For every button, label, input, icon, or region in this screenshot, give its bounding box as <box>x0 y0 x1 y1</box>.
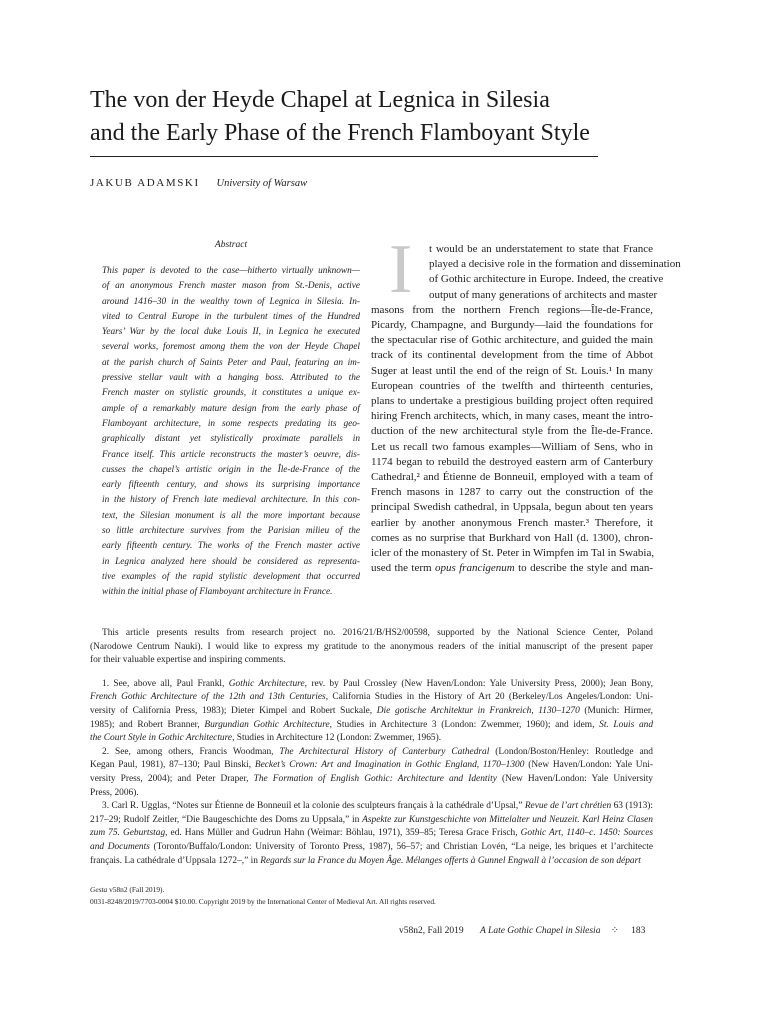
article-title <box>90 84 690 150</box>
body-line: Picardy, Champagne, and Burgundy—laid the foundations for <box>371 319 653 332</box>
note-text-run: Kegan Paul, 1981), 87–130; Paul Binski, <box>90 760 255 771</box>
note-text-run: 1. See, above all, Paul Frankl, <box>102 678 229 689</box>
page-number: 183 <box>631 926 646 936</box>
abstract-line: around 1416–30 in the wealthy town of Legnica in Silesia. In- <box>102 296 360 307</box>
note-text-run: , ed. Hans Müller and Gudrun Hahn (Weimar: Böhlau, 1971), 359–85; Teresa Grace Frisch, <box>165 828 521 839</box>
body-text <box>371 231 681 576</box>
ornament-icon: ⁘ <box>610 926 619 936</box>
note-text-run: , Studies in Architecture 12 (London: Zwemmer, 1965). <box>232 733 442 744</box>
abstract-line: vited to Central Europe in the turbulent times of the Hundred <box>102 311 360 322</box>
note-italic-title: zum 75. Geburtstag <box>90 828 166 839</box>
abstract-line: France itself. This article reconstructs the master’s oeuvre, dis- <box>102 449 360 460</box>
abstract-line: early fifteenth century, and shows its surprising importance <box>102 480 360 491</box>
folio-issue: v58n2, Fall 2019 <box>399 926 464 936</box>
body-line <box>371 561 653 576</box>
note-line <box>90 746 653 760</box>
note-italic-title: Becket’s Crown: Art and Imagination in Gothic England, 1170–1300 <box>254 760 525 771</box>
note-italic-title: Regards sur la France du Moyen Âge. Mélanges offerts à Gunnel Engwall à l’occasion de son départ <box>260 855 641 866</box>
author-affiliation: University of Warsaw <box>216 178 308 189</box>
body-line: track of its continental development from the time of Abbot <box>371 349 653 362</box>
journal-footer <box>90 884 590 908</box>
body-text-run: used the term <box>371 562 435 575</box>
footnote-2 <box>90 746 653 800</box>
abstract-line: in Legnica analyzed here should be considered as representa- <box>102 556 360 567</box>
note-italic-title: and Documents <box>90 841 150 852</box>
note-text-run: (New Haven/London: Yale Uni- <box>524 760 653 771</box>
note-text-run: 63 (1913): <box>611 801 653 812</box>
note-line <box>90 787 653 801</box>
note-italic-title: St. Louis and <box>599 719 654 730</box>
note-line <box>90 800 653 814</box>
body-line: hiring French architects, which, in many cases, meant the intro- <box>371 410 653 423</box>
footnote-3 <box>90 800 653 868</box>
note-text-run: 1985); and Robert Branner, <box>90 719 205 730</box>
note-italic-title: Burgundian Gothic Architecture <box>204 719 330 730</box>
page-folio <box>399 925 653 936</box>
body-line: played a decisive role in the formation and dissemination <box>429 258 681 271</box>
note-line <box>90 855 653 869</box>
note-italic-title: Die gotische Architektur in Frankreich, 1130–1270 <box>376 705 580 716</box>
note-text-run: (New Haven/London: Yale University <box>496 773 653 784</box>
body-line: icler of the monastery of St. Peter in Wimpfen im Tal in Swabia, <box>371 547 655 560</box>
note-line <box>90 678 653 692</box>
note-italic-title: Gothic Art, 1140–c. 1450: Sources <box>520 828 654 839</box>
acknowledgment-note <box>90 627 653 668</box>
body-line: principal Swedish cathedral, in Uppsala, begun about ten years <box>371 501 653 514</box>
copyright-line: 0031-8248/2019/7703-0004 $10.00. Copyright 2019 by the International Center of Medieval Art. All rights reserved. <box>90 897 436 906</box>
body-line: European countries of the twelfth and thirteenth centuries, <box>371 379 653 392</box>
note-italic-title: The Formation of English Gothic: Architecture and Identity <box>253 773 497 784</box>
note-text-run: , Studies in Architecture 3 (London: Zwemmer, 1960); and idem, <box>329 719 600 730</box>
note-text-run: français. La cathédrale d’Uppsala 1272–,” in <box>90 855 261 866</box>
body-text-run: to describe the style and man- <box>514 562 653 575</box>
note-line: (Narodowe Centrum Nauki). I would like to express my gratitude to the anonymous readers of the initial manuscript of the present paper <box>90 641 653 652</box>
abstract-line: ample of a remarkably mature design from the early phase of <box>102 403 360 414</box>
abstract-line: at the parish church of Saints Peter and Paul, featuring an im- <box>102 357 360 368</box>
journal-issue: v58n2 (Fall 2019). <box>107 885 165 894</box>
abstract-line: pressive stellar vault with a hanging boss. Attributed to the <box>102 373 360 384</box>
abstract-line: of an anonymous French master mason from St.-Denis, active <box>102 281 360 292</box>
body-line: plans to undertake a prestigious building project often required <box>371 395 653 408</box>
note-line <box>90 759 653 773</box>
note-line <box>90 827 653 841</box>
title-rule <box>90 156 598 157</box>
drop-cap: I <box>389 231 413 308</box>
body-line: comes as no surprise that Burkhard von Hall (d. 1300), chron- <box>371 531 653 544</box>
body-line: the spectacular rise of Gothic architecture, and guided the main <box>371 334 653 347</box>
note-italic-title: The Architectural History of Canterbury Cathedral <box>279 746 490 757</box>
note-line <box>90 814 653 828</box>
note-text-run: , rev. by Paul Crossley (New Haven/London: Yale University Press, 2000); Jean Bony, <box>304 678 653 689</box>
abstract-line: Years’ War by the local duke Louis II, in Legnica he executed <box>102 327 360 338</box>
abstract-line: in the history of French late medieval architecture. In this con- <box>102 495 360 506</box>
note-text-run: versity Press, 2004); and Peter Draper, <box>90 773 254 784</box>
body-line: masons from the northern French regions—Île-de-France, <box>371 303 653 316</box>
body-line: Let us recall two famous examples—William of Sens, who in <box>371 440 653 453</box>
note-text-run: (Munich: Hirmer, <box>579 705 653 716</box>
note-text-run: 2. See, among others, Francis Woodman, <box>102 746 280 757</box>
body-line: t would be an understatement to state that France <box>429 243 653 255</box>
title-line-1: The von der Heyde Chapel at Legnica in Silesia <box>90 87 550 113</box>
body-line: duction of the new architectural style from the Île-de-France. <box>371 425 653 438</box>
note-line <box>90 691 653 705</box>
footnote-1 <box>90 678 653 746</box>
note-text-run: 3. Carl R. Ugglas, “Notes sur Étienne de Bonneuil et la colonie des sculpteurs français à la cathédrale d’Upsal,” <box>102 801 525 812</box>
body-line: Suger at least until the end of the reign of St. Louis.¹ In many <box>371 364 653 377</box>
abstract-line: several works, foremost among them the von der Heyde Chapel <box>102 342 360 353</box>
note-text-run: 217–29; Rudolf Zeitler, “Die Baugeschichte des Doms zu Uppsala,” in <box>90 814 363 825</box>
note-italic-title: the Court Style in Gothic Architecture <box>90 733 233 744</box>
abstract-line: Flamboyant architecture, in some respects predating its geo- <box>102 418 360 429</box>
title-line-2: and the Early Phase of the French Flamboyant Style <box>90 120 590 146</box>
body-line: of Gothic architecture in Europe. Indeed, the creative <box>429 273 664 286</box>
note-italic-title: French Gothic Architecture of the 12th and 13th Centuries <box>90 692 326 703</box>
note-text-run: versity of California Press, 1983); Dieter Kimpel and Robert Suckale, <box>90 705 377 716</box>
running-head: A Late Gothic Chapel in Silesia <box>480 926 601 936</box>
note-line: for their valuable expertise and inspiring comments. <box>90 655 286 666</box>
body-line: earlier by another anonymous French master.³ Therefore, it <box>371 516 653 529</box>
body-italic-term: opus francigenum <box>434 562 515 575</box>
note-line <box>90 705 653 719</box>
abstract-line: tive examples of the rapid stylistic development that occurred <box>102 571 360 582</box>
abstract-line: early fifteenth century. The works of the French master active <box>102 541 360 552</box>
body-line: Cathedral,² and Étienne de Bonneuil, employed with a team of <box>371 471 653 484</box>
author-name: JAKUB ADAMSKI <box>90 177 200 189</box>
note-line <box>90 732 653 746</box>
note-text-run: , California Studies in the History of Art 20 (Berkeley/Los Angeles/London: Uni- <box>325 692 653 703</box>
note-text-run: Press, 2006). <box>90 787 139 798</box>
notes-section <box>90 627 653 868</box>
note-line <box>90 719 653 733</box>
note-line <box>90 841 653 855</box>
abstract-line: This paper is devoted to the case—hitherto virtually unknown— <box>102 266 360 276</box>
body-line: French masons in 1287 to carry out the construction of the <box>371 486 653 499</box>
note-line: This article presents results from research project no. 2016/21/B/HS2/00598, supported by the National Science Center, Poland <box>102 628 653 638</box>
note-text-run: (Toronto/Buffalo/London: University of Toronto Press, 1987), 56–57; and Christian Lovén, “La neige, les briques et l’architecte <box>149 841 653 852</box>
abstract-heading: Abstract <box>214 240 248 250</box>
abstract-line: text, the Silesian monument is all the more important because <box>102 510 360 521</box>
note-italic-title: Gothic Architecture <box>228 678 305 689</box>
journal-name: Gesta <box>90 885 108 894</box>
abstract-line: cusses the chapel’s artistic origin in the Île-de-France of the <box>102 464 360 475</box>
note-italic-title: Revue de l’art chrétien <box>524 801 612 812</box>
byline <box>90 177 307 189</box>
abstract-line: graphically distant yet stylistically proximate parallels in <box>102 434 360 445</box>
note-line <box>90 773 653 787</box>
body-line: output of many generations of architects and master <box>429 288 658 301</box>
note-text-run: (London/Boston/Henley: Routledge and <box>489 746 653 757</box>
note-italic-title: Aspekte zur Kunstgeschichte von Mittelalter und Neuzeit. Karl Heinz Clasen <box>362 814 653 825</box>
abstract-line: so little architecture survives from the Parisian milieu of the <box>102 526 360 537</box>
body-line: 1174 began to rebuild the destroyed eastern arm of Canterbury <box>371 455 653 468</box>
abstract-line: French master on stylistic grounds, it constitutes a unique ex- <box>102 388 360 399</box>
abstract-line: within the initial phase of Flamboyant architecture in France. <box>102 587 333 598</box>
abstract-text <box>102 264 360 601</box>
